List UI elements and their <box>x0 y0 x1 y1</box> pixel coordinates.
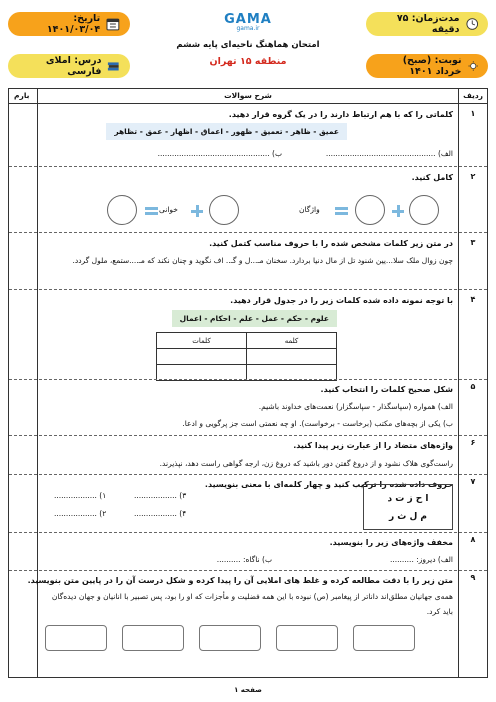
q1-prompt: کلماتی را که با هم ارتباط دارند را در یک گروه قرار دهید. <box>228 110 453 119</box>
q8-item-b: ب) ناگاه: .......... <box>216 555 272 564</box>
subject-label: درس: املای فارسی <box>45 55 102 77</box>
q1-number: ۱ <box>470 109 476 118</box>
equals-icon <box>335 206 348 216</box>
q7-blank-1[interactable]: ۱) .................. <box>54 491 107 500</box>
sun-icon <box>468 59 478 73</box>
q7-blank-2[interactable]: ۲) .................. <box>54 509 107 518</box>
q7-prompt: حروف داده شده را ترکیب کنید و چهار کلمه‌ای با معنی بنویسید. <box>204 480 453 489</box>
q4-col-word: کلمه <box>247 333 337 349</box>
q9-prompt: متن زیر را با دقت مطالعه کرده و غلط های املایی آن را پیدا کرده و شکل درست آن را در پایین متن بنویسید. <box>27 576 453 585</box>
q1-answer-a: الف) .............................................. <box>325 149 453 158</box>
q7-letters-box <box>363 484 453 530</box>
logo-sub: gama.ir <box>236 25 260 32</box>
q8-prompt: مخفف واژه‌های زیر را بنویسید. <box>329 538 453 547</box>
q9-number: ۹ <box>470 573 476 582</box>
exam-title: امتحان هماهنگ ناحیه‌ای پایه ششم <box>176 40 320 50</box>
q1-word-bank: عمیق - ظاهر - تعمیق - ظهور - اعماق - اظهار - عمق - تظاهر <box>106 123 347 140</box>
plus-icon <box>191 205 203 217</box>
page-footer: صفحه ۱ <box>234 686 262 694</box>
books-icon <box>107 59 120 73</box>
clock-icon <box>466 17 479 31</box>
q6-text: راست‌گوی هلاک نشود و از دروغ گفتن دور باشید که دروغ زن، ارجه گواهی راست دهد، نپذیرند. <box>159 459 453 468</box>
subject-box <box>8 54 130 78</box>
equals-icon <box>145 206 158 216</box>
turn-label: نوبت: (صبح) خرداد ۱۴۰۱ <box>402 55 462 77</box>
q2-prompt: کامل کنید. <box>411 173 453 182</box>
q9-answer-box[interactable] <box>122 625 184 651</box>
header-questions: شرح سوالات <box>224 91 272 100</box>
q2-word-1: خوانی <box>159 205 178 214</box>
calendar-icon <box>106 17 120 31</box>
q2-word-2: واژگان <box>299 205 320 214</box>
q7-number: ۷ <box>470 477 476 486</box>
q4-cell[interactable] <box>157 349 247 365</box>
date-label: تاریخ: ۱۴۰۱/۰۳/۰۴ <box>46 13 101 35</box>
q2-blank-3[interactable] <box>355 195 385 225</box>
q4-col-words: کلمات <box>157 333 247 349</box>
q9-answer-box[interactable] <box>199 625 261 651</box>
q4-cell[interactable] <box>247 349 337 365</box>
q9-answer-box[interactable] <box>45 625 107 651</box>
logo-text: GAMA <box>224 12 272 27</box>
duration-label: مدت‌زمان: ۷۵ دقیقه <box>396 13 460 35</box>
q4-word-bank: علوم - حکم - عمل - علم - احکام - اعمال <box>172 310 337 327</box>
q6-number: ۶ <box>470 438 476 447</box>
q2-blank-4[interactable] <box>409 195 439 225</box>
q2-blank-2[interactable] <box>209 195 239 225</box>
q7-letters-line-1: ا ح ز ت د <box>387 494 429 504</box>
q4-prompt: با توجه نمونه داده شده کلمات زیر را در جدول قرار دهید. <box>230 296 453 305</box>
questions-table <box>8 88 488 678</box>
q3-number: ۳ <box>470 238 476 247</box>
logo <box>215 12 281 32</box>
header-score: بارم <box>14 91 30 100</box>
q5-number: ۵ <box>470 382 476 391</box>
q3-text: چون زوال ملک سلا...یین شنود تل از مال دنیا بردارد. سخنان مـ...ل و گـ.. اف نگوید و چنان نکند که مـ....ستمع، ملول گردد. <box>72 256 453 265</box>
q2-number: ۲ <box>470 172 476 181</box>
turn-box <box>366 54 488 78</box>
plus-icon <box>392 205 404 217</box>
q3-prompt: در متن زیر کلمات مشخص شده را با حروف مناسب کتمل کنید. <box>209 239 453 248</box>
q7-letters-line-2: م ل ث ر <box>388 512 428 522</box>
q7-blank-4[interactable]: ۴) .................. <box>134 509 187 518</box>
q6-prompt: واژه‌های متضاد را از عبارت زیر پیدا کنید. <box>293 441 453 450</box>
q5-prompt: شکل صحیح کلمات را انتخاب کنید. <box>320 385 453 394</box>
q8-number: ۸ <box>470 535 476 544</box>
q2-blank-1[interactable] <box>107 195 137 225</box>
q9-answer-box[interactable] <box>353 625 415 651</box>
q1-answer-b: ب) ............................................... <box>157 149 282 158</box>
date-box <box>8 12 130 36</box>
q9-text: همه‌ی جهانیان مطلق‌اند داناتر از پیغامبر (ص) نبوده با این همه فضلیت و مأجزات که او را بود، پس تصبیر با انانیان و جهان دیده‌گان باید کرد. <box>51 592 453 616</box>
duration-box <box>366 12 488 36</box>
q4-number: ۴ <box>470 295 476 304</box>
q7-blank-3[interactable]: ۳) .................. <box>134 491 187 500</box>
q5-option-b: ب) یکی از بچه‌های مکتب (برخاست - برخواست). او چه نعمتی است جز پرگویی و ادعا. <box>182 419 453 428</box>
q9-answer-box[interactable] <box>276 625 338 651</box>
q5-option-a: الف) همواره (سپاسگذار - سپاسگزار) نعمت‌های خداوند باشیم. <box>258 402 453 411</box>
q4-answer-table <box>156 332 337 381</box>
region-label: منطقه ۱۵ تهران <box>209 56 287 67</box>
q8-item-a: الف) دیروز: .......... <box>389 555 453 564</box>
header-row: ردیف <box>463 91 483 100</box>
